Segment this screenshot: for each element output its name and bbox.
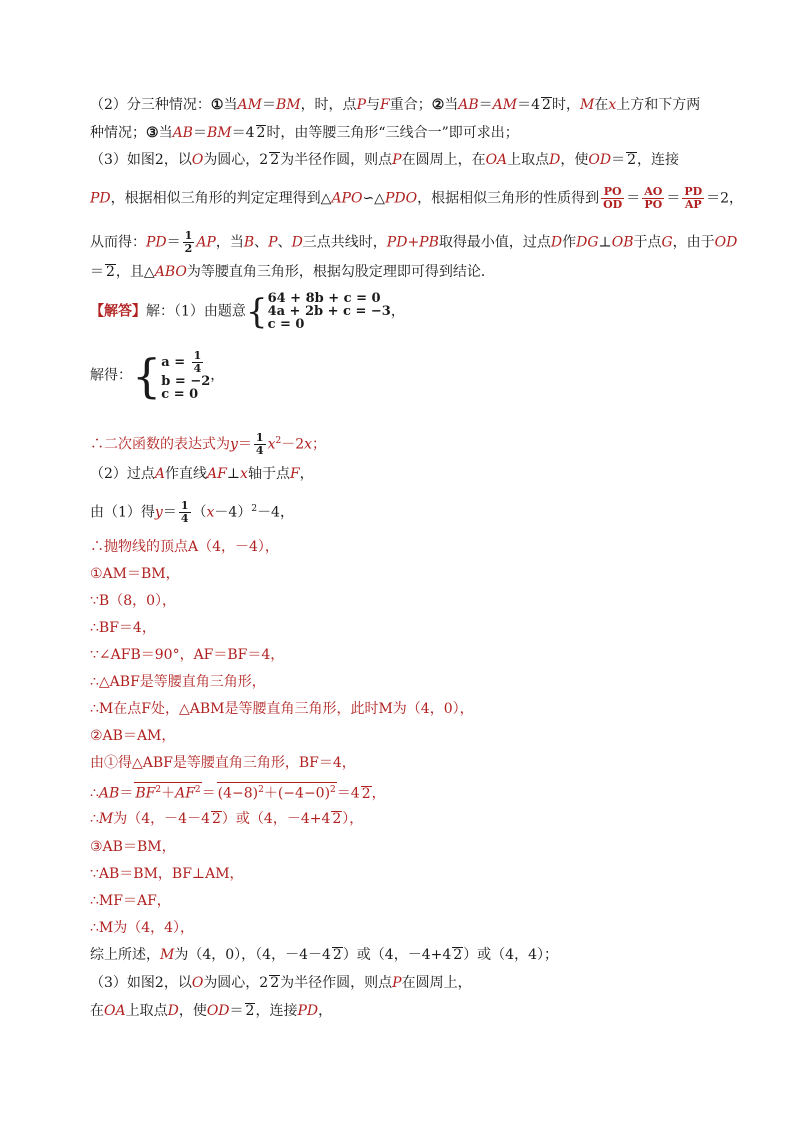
- part2-af-line: （2）过点A作直线AF⊥x轴于点F，: [90, 466, 314, 482]
- line-ab-length: ∴AB＝ $BF^2+AF^2= (4-8)^2+(-4-0)^2=4$ 2，: [90, 782, 386, 803]
- case3-heading: ③AB＝BM，: [90, 839, 176, 855]
- summary-line: 综上所述，M为（4，0），（4，－4－4 2）或（4，－4+4 2）或（4，4）；: [90, 947, 559, 963]
- line-bf: ∴BF＝4，: [90, 620, 156, 636]
- case1-heading: ①AM＝BM，: [90, 566, 180, 582]
- line-m-case2: ∴M为（4，－4－4 2）或（4，－4+4 2），: [90, 811, 364, 827]
- line-triangle-abf: ∴△ABF是等腰直角三角形，: [90, 674, 266, 690]
- line-point-b: ∵B（8，0），: [90, 593, 177, 609]
- analysis-part3-line2: PD，根据相似三角形的判定定理得到△APO∽△PDO，根据相似三角形的性质得到 $\frac{PO}{OD}$ ＝ $\frac{AO}{PO}$ ＝ $\frac{PD}{AP}$ ＝2，: [90, 185, 744, 211]
- part3-circle-line: （3）如图2，以O为圆心，2 2为半径作圆，则点P在圆周上，: [90, 975, 472, 991]
- line-mf: ∴MF＝AF，: [90, 893, 171, 909]
- line-m-case3: ∴M为（4，4），: [90, 920, 195, 936]
- line-angle-afb: ∵∠AFB＝90°，AF＝BF＝4，: [90, 647, 285, 663]
- line-perpendicular: ∵AB＝BM，BF⊥AM，: [90, 866, 244, 882]
- part3-od-line: 在OA上取点D，使OD＝ 2，连接PD，: [90, 1003, 333, 1019]
- quadratic-expression: ∴二次函数的表达式为y＝ $\frac{1}{4}$ $x^2-2x$；: [90, 431, 327, 458]
- answer-part1: 【解答】解：（1）由题意{ 64 + 8b + c = 0 4a + 2b + c = −3 c = 0 ，: [90, 291, 405, 332]
- equation-system-2: a = $\frac{1}{4}$ b = −2 c = 0: [161, 349, 211, 402]
- analysis-part2-line1: （2）分三种情况：①当AM＝BM，时，点P与F重合；②当AB＝AM＝4 2时，M在x上方和下方两: [90, 97, 701, 113]
- solve-system: 解得：{ a = $\frac{1}{4}$ b = −2 c = 0 ，: [90, 348, 225, 403]
- line-vertex: ∴抛物线的顶点A（4，－4），: [90, 539, 279, 555]
- analysis-part3-line1: （3）如图2，以O为圆心，2 2为半径作圆，则点P在圆周上，在OA上取点D，使OD＝ 2，连接: [90, 152, 680, 168]
- case2-heading: ②AB＝AM，: [90, 728, 176, 744]
- line-from-case1: 由①得△ABF是等腰直角三角形，BF＝4，: [90, 755, 356, 771]
- solve-label: 解得：: [90, 367, 132, 384]
- answer-heading: 【解答】: [90, 303, 146, 320]
- line-m-case1: ∴M在点F处，△ABM是等腰直角三角形，此时M为（4，0），: [90, 701, 474, 717]
- answer-intro: 解：（1）由题意: [146, 303, 246, 320]
- equation-system-1: 64 + 8b + c = 0 4a + 2b + c = −3 c = 0: [267, 291, 391, 332]
- part2-vertex-form: 由（1）得y＝ $\frac{1}{4}$ $(x-4)^2-4$，: [90, 499, 294, 526]
- analysis-part3-line4: ＝ 2，且△ABO为等腰直角三角形，根据勾股定理即可得到结论．: [90, 264, 495, 280]
- analysis-part3-line3: 从而得：PD＝ $\frac{1}{2}$ AP，当B、P、D三点共线时，PD+PB取得最小值，过点D作DG⊥OB于点G，由于OD: [90, 229, 738, 255]
- analysis-part2-line2: 种情况；③当AB＝BM＝4 2时，由等腰三角形“三线合一”即可求出；: [90, 125, 519, 141]
